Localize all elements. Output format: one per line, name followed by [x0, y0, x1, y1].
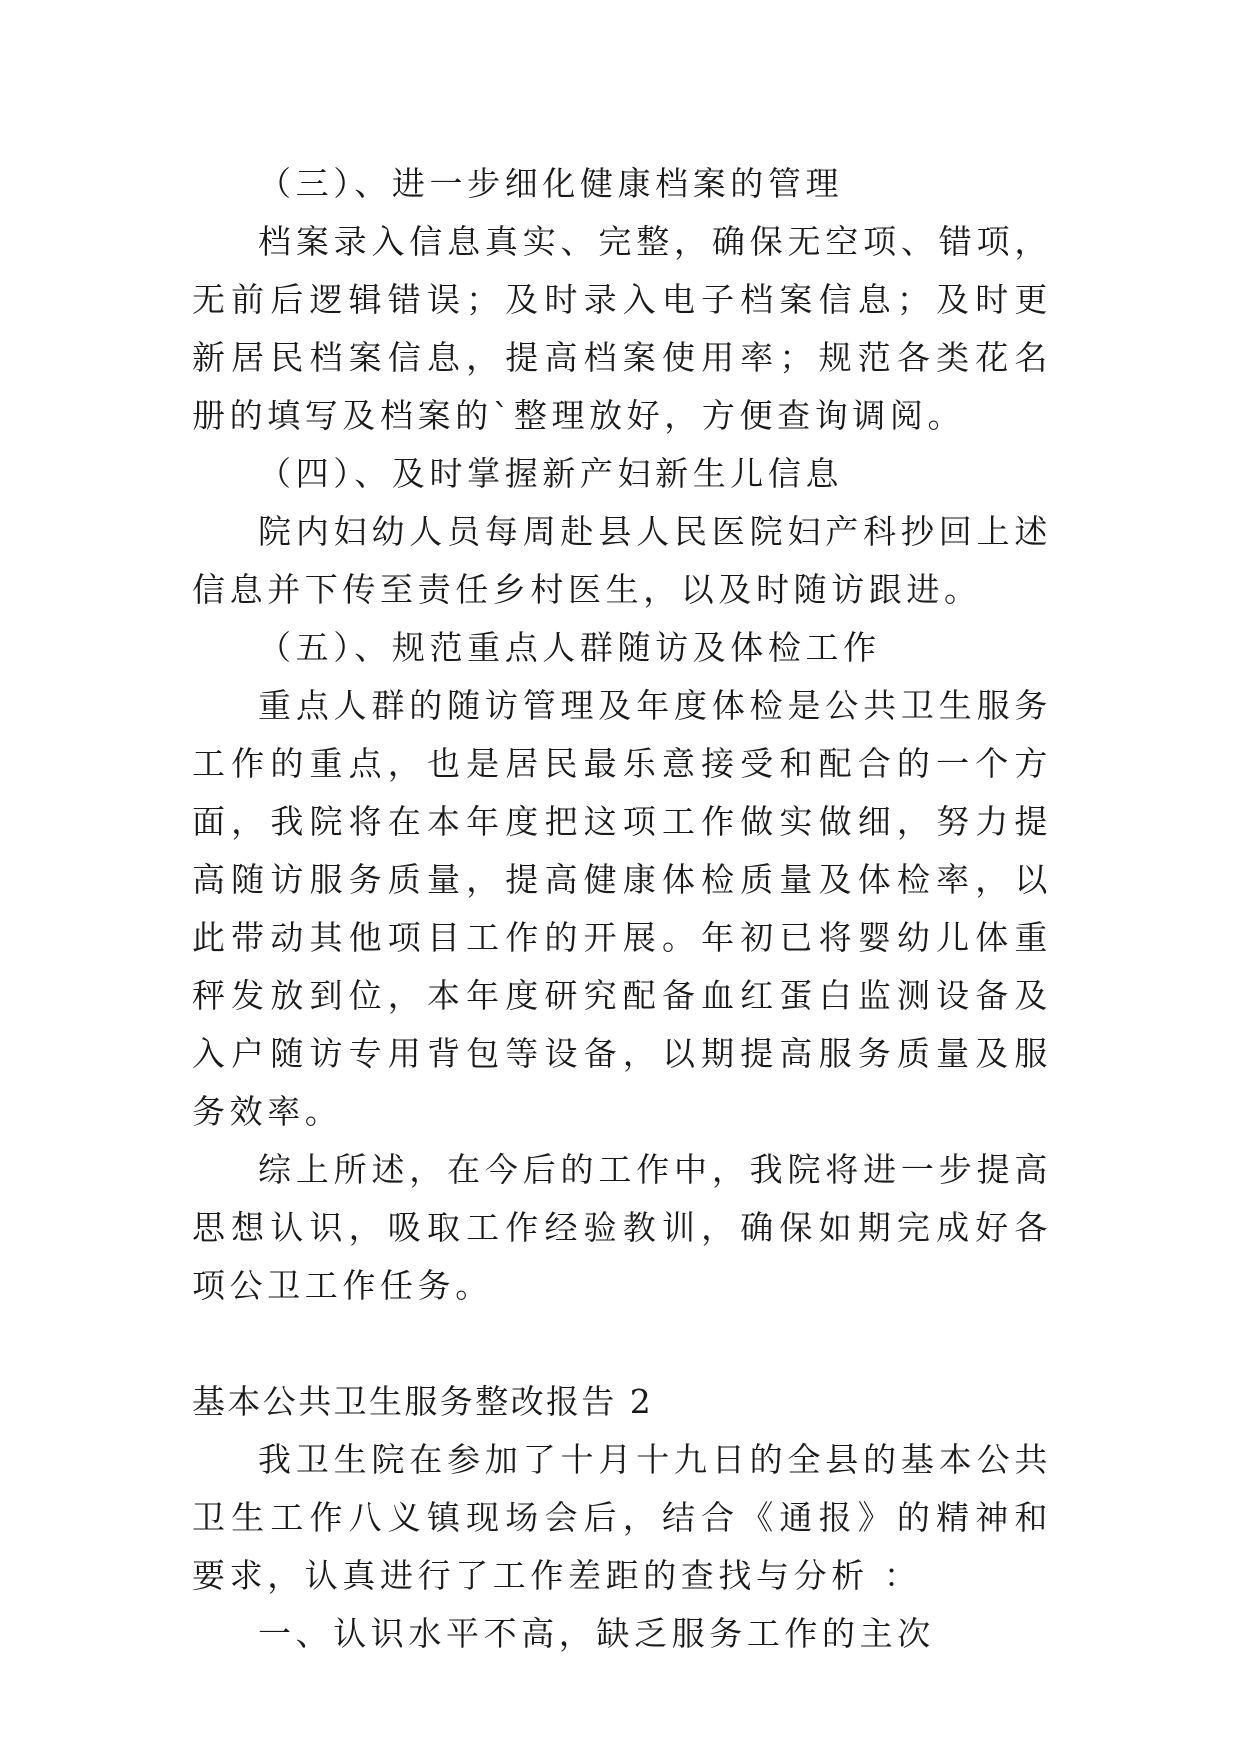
section-four-paragraph: 院内妇幼人员每周赴县人民医院妇产科抄回上述信息并下传至责任乡村医生，以及时随访跟进。: [192, 512, 1052, 609]
summary-paragraph: 综上所述，在今后的工作中，我院将进一步提高思想认识，吸取工作经验教训，确保如期完成好各项公卫工作任务。: [192, 1150, 1052, 1305]
document-body: [192, 155, 1052, 1663]
section-three-paragraph: 档案录入信息真实、完整，确保无空项、错项，无前后逻辑错误；及时录入电子档案信息；及时更新居民档案信息，提高档案使用率；规范各类花名册的填写及档案的`整理放好，方便查询调阅。: [192, 222, 1052, 435]
report-two-intro: 我卫生院在参加了十月十九日的全县的基本公共卫生工作八义镇现场会后，结合《通报》的精神和要求，认真进行了工作差距的查找与分析 ：: [192, 1440, 1052, 1595]
section-five-heading: （五）、规范重点人群随访及体检工作: [258, 628, 881, 667]
report-two-point-one: 一、认识水平不高，缺乏服务工作的主次: [258, 1614, 935, 1653]
section-four-heading: （四）、及时掌握新产妇新生儿信息: [258, 454, 844, 493]
section-three-heading: （三）、进一步细化健康档案的管理: [258, 164, 844, 203]
report-two-title: 基本公共卫生服务整改报告 2: [192, 1382, 654, 1421]
section-five-paragraph: 重点人群的随访管理及年度体检是公共卫生服务工作的重点，也是居民最乐意接受和配合的一个方面，我院将在本年度把这项工作做实做细，努力提高随访服务质量，提高健康体检质量及体检率，以此带动其他项目工作的开展。年初已将婴幼儿体重秤发放到位，本年度研究配备血红蛋白监测设备及入户随访专用背包等设备，以期提高服务质量及服务效率。: [192, 686, 1052, 1131]
